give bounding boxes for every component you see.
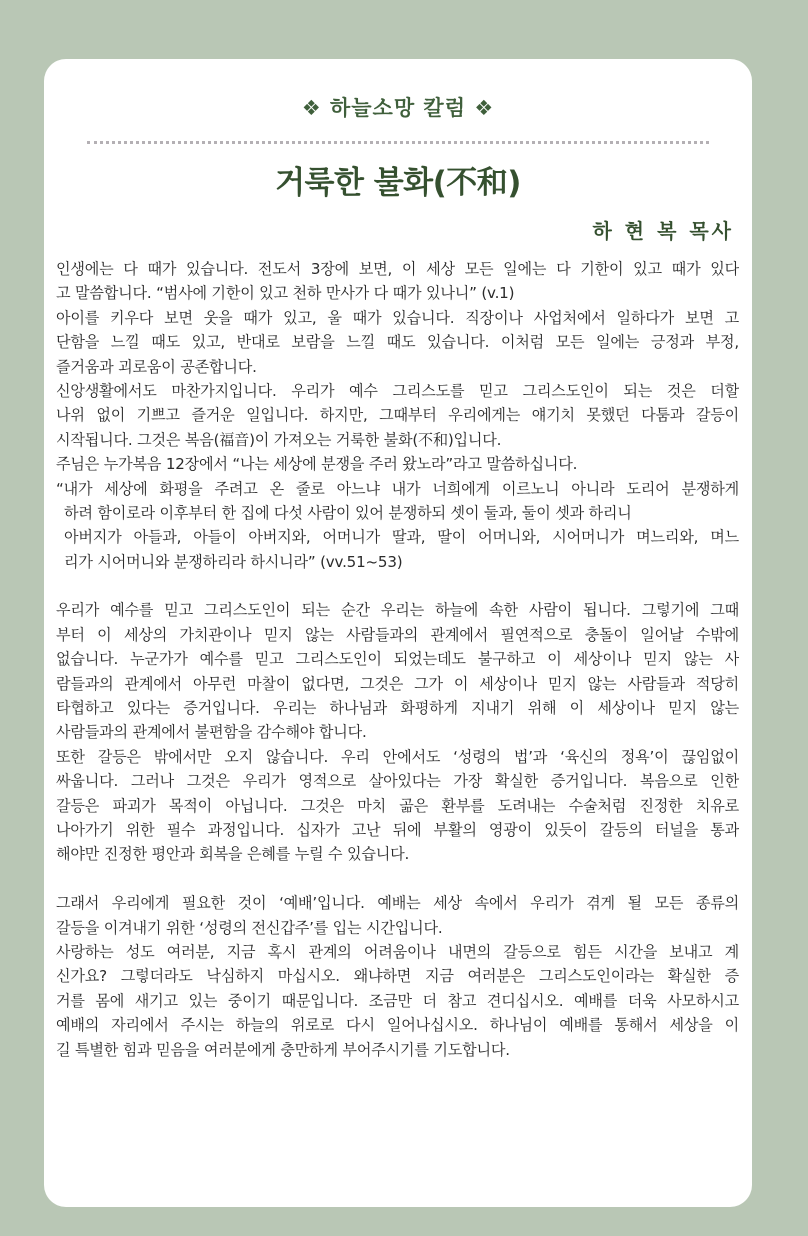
body-line: 부터 이 세상의 가치관이나 믿지 않는 사람들과의 관계에서 필연적으로 충돌이 일어날 수밖에 [56,625,739,644]
article-title: 거룩한 불화(不和) [275,165,521,201]
body-line: 신앙생활에서도 마찬가지입니다. 우리가 예수 그리스도를 믿고 그리스도인이 되는 것은 더할 [56,381,739,400]
column-label: ❖ 하늘소망 칼럼 ❖ [301,96,495,120]
body-line: 단함을 느낄 때도 있고, 반대로 보람을 느낄 때도 있습니다. 이처럼 모든 일에는 긍정과 부정, [56,333,739,352]
body-line: 사람들과의 관계에서 불편함을 감수해야 합니다. [56,723,367,742]
body-line: 리가 시어머니와 분쟁하리라 하시니라” (vv.51~53) [64,552,403,571]
body-line: 즐거움과 괴로움이 공존합니다. [56,357,257,376]
body-line: 주님은 누가복음 12장에서 “나는 세상에 분쟁을 주러 왔노라”라고 말씀하십니다. [56,455,578,474]
body-line: 갈등을 이겨내기 위한 ‘성령의 전신갑주’를 입는 시간입니다. [56,918,443,937]
author-name: 하 현 복 목사 [592,219,734,243]
body-line: 시작됩니다. 그것은 복음(福音)이 가져오는 거룩한 불화(不和)입니다. [56,430,502,449]
body-line: 고 말씀합니다. “범사에 기한이 있고 천하 만사가 다 때가 있나니” (v.1) [56,284,515,303]
body-line: 없습니다. 누군가가 예수를 믿고 그리스도인이 되었는데도 불구하고 이 세상이나 믿지 않는 사 [56,650,739,669]
article-body [44,257,752,1062]
body-line: 해야만 진정한 평안과 회복을 은혜를 누릴 수 있습니다. [56,845,410,864]
body-line: 람들과의 관계에서 아무런 마찰이 없다면, 그것은 그가 이 세상이나 믿지 않는 사람들과 적당히 [56,674,739,693]
body-line: 예배의 자리에서 주시는 하늘의 위로로 다시 일어나십시오. 하나님이 예배를 통해서 세상을 이 [56,1016,739,1035]
body-line: 사랑하는 성도 여러분, 지금 혹시 관계의 어려움이나 내면의 갈등으로 힘든 시간을 보내고 계 [56,942,739,961]
column-card [44,59,752,1207]
body-line: 또한 갈등은 밖에서만 오지 않습니다. 우리 안에서도 ‘성령의 법’과 ‘육신의 정욕’이 끊임없이 [56,747,739,766]
body-line: 신가요? 그렇더라도 낙심하지 마십시오. 왜냐하면 지금 여러분은 그리스도인이라는 확실한 증 [56,967,739,986]
body-line: “내가 세상에 화평을 주려고 온 줄로 아느냐 내가 너희에게 이르노니 아니라 도리어 분쟁하게 [56,479,739,498]
body-line: 인생에는 다 때가 있습니다. 전도서 3장에 보면, 이 세상 모든 일에는 다 기한이 있고 때가 있다 [56,260,739,278]
body-line: 아버지가 아들과, 아들이 아버지와, 어머니가 딸과, 딸이 어머니와, 시어머니가 며느리와, 며느 [64,528,739,547]
body-line: 길 특별한 힘과 믿음을 여러분에게 충만하게 부어주시기를 기도합니다. [56,1040,510,1059]
body-line: 아이를 키우다 보면 웃을 때가 있고, 울 때가 있습니다. 직장이나 사업처에서 일하다가 보면 고 [56,308,739,327]
body-line: 나아가기 위한 필수 과정입니다. 십자가 고난 뒤에 부활의 영광이 있듯이 갈등의 터널을 통과 [56,820,739,839]
body-line: 싸웁니다. 그러나 그것은 우리가 영적으로 살아있다는 가장 확실한 증거입니다. 복음으로 인한 [56,772,739,791]
body-line: 거를 몸에 새기고 있는 중이기 때문입니다. 조금만 더 참고 견디십시오. 예배를 더욱 사모하시고 [56,991,739,1010]
dotted-divider [87,141,709,144]
body-line: 타협하고 있다는 증거입니다. 우리는 하나님과 화평하게 지내기 위해 이 세상이나 믿지 않는 [56,699,739,718]
body-line: 그래서 우리에게 필요한 것이 ‘예배’입니다. 예배는 세상 속에서 우리가 겪게 될 모든 종류의 [56,894,739,913]
body-line: 갈등은 파괴가 목적이 아닙니다. 그것은 마치 곪은 환부를 도려내는 수술처럼 진정한 치유로 [56,796,739,815]
paragraph-gap [56,574,739,598]
body-line: 우리가 예수를 믿고 그리스도인이 되는 순간 우리는 하늘에 속한 사람이 됩니다. 그렇기에 그때 [56,601,739,620]
body-line: 나위 없이 기쁘고 즐거운 일입니다. 하지만, 그때부터 우리에게는 얘기치 못했던 다툼과 갈등이 [56,406,739,425]
paragraph-gap [56,867,739,891]
body-line: 하려 함이로라 이후부터 한 집에 다섯 사람이 있어 분쟁하되 셋이 둘과, 둘이 셋과 하리니 [64,503,632,522]
